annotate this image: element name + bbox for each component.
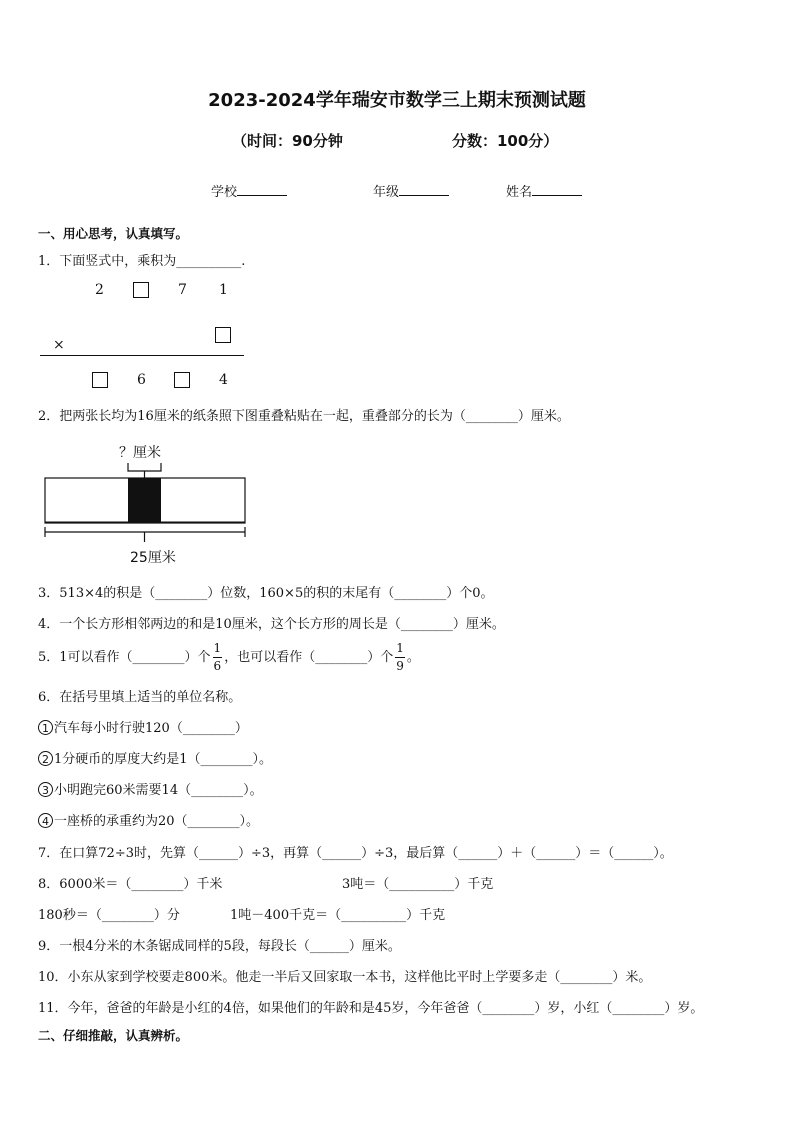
question-6-item <box>38 810 259 829</box>
times-sign: × <box>53 337 65 353</box>
question-6-item <box>38 717 248 736</box>
question-6-item-text: 小明跑完60米需要14（________）。 <box>54 783 263 798</box>
fraction-denominator: 6 <box>213 659 222 673</box>
question-5-part3: 。 <box>406 650 420 665</box>
question-1-text: 1．下面竖式中，乘积为 <box>38 254 177 269</box>
question-8c: 180秒＝（________）分 <box>38 908 180 923</box>
question-11: 11．今年，爸爸的年龄是小红的4倍，如果他们的年龄和是45岁，今年爸爸（________）岁，小红（________）岁。 <box>38 1001 704 1016</box>
fraction-numerator: 1 <box>395 640 405 658</box>
digit: 4 <box>219 372 228 388</box>
exam-score: 分数：100分） <box>452 132 559 150</box>
question-6-item-text: 1分硬币的厚度大约是1（________）。 <box>54 752 273 767</box>
page-title: 2023-2024学年瑞安市数学三上期末预测试题 <box>208 90 586 111</box>
section-2-heading: 二、仔细推敲，认真辨析。 <box>38 1028 189 1043</box>
grade-label: 年级 <box>373 185 400 200</box>
equals-line <box>40 355 244 356</box>
section-1-heading: 一、用心思考，认真填写。 <box>38 226 189 241</box>
digit-box <box>92 372 108 388</box>
question-5-part1: 5．1可以看作（________）个 <box>38 650 211 665</box>
overlap-label: ？厘米 <box>119 445 161 461</box>
name-field <box>506 181 582 200</box>
question-3: 3．513×4的积是（________）位数，160×5的积的末尾有（________）个0。 <box>38 586 494 601</box>
question-6-item-text: 一座桥的承重约为20（________）。 <box>54 814 260 829</box>
question-6-item <box>38 748 272 767</box>
digit: 2 <box>95 282 104 298</box>
circled-number: 2 <box>38 751 53 766</box>
question-1 <box>38 250 245 269</box>
question-1-blank: __________. <box>176 254 246 269</box>
digit: 6 <box>137 372 146 388</box>
grade-field <box>373 181 449 200</box>
question-2: 2．把两张长均为16厘米的纸条照下图重叠粘贴在一起，重叠部分的长为（________）厘米。 <box>38 409 570 424</box>
question-8a: 8．6000米＝（________）千米 <box>38 877 223 892</box>
digit: 1 <box>219 282 228 298</box>
digit-box <box>174 372 190 388</box>
school-label: 学校 <box>211 185 238 200</box>
question-8d: 1吨－400千克＝（__________）千克 <box>230 908 446 923</box>
school-blank <box>237 183 287 196</box>
circled-number: 4 <box>38 813 53 828</box>
name-blank <box>532 183 582 196</box>
fraction-denominator: 9 <box>396 659 404 673</box>
fraction-numerator: 1 <box>213 640 223 658</box>
question-9: 9．一根4分米的木条锯成同样的5段，每段长（______）厘米。 <box>38 939 401 954</box>
question-7: 7．在口算72÷3时，先算（______）÷3，再算（______）÷3，最后算（______）＋（______）＝（______）。 <box>38 846 673 861</box>
exam-time: （时间：90分钟 <box>232 132 343 150</box>
strip-drawing <box>40 458 252 548</box>
circled-number: 1 <box>38 720 53 735</box>
total-length-label: 25厘米 <box>130 550 176 566</box>
grade-blank <box>399 183 449 196</box>
question-6-item <box>38 779 263 798</box>
question-6-item-text: 汽车每小时行驶120（________） <box>54 721 248 736</box>
overlap-region <box>128 478 161 522</box>
question-4: 4．一个长方形相邻两边的和是10厘米，这个长方形的周长是（________）厘米。 <box>38 617 505 632</box>
overlap-bracket <box>128 463 161 471</box>
question-6: 6．在括号里填上适当的单位名称。 <box>38 690 242 705</box>
question-5-part2: ，也可以看作（________）个 <box>224 650 394 665</box>
school-field <box>211 181 287 200</box>
question-10: 10．小东从家到学校要走800米。他走一半后又回家取一本书，这样他比平时上学要多走（________）米。 <box>38 970 652 985</box>
question-8b: 3吨＝（__________）千克 <box>342 877 494 892</box>
question-5 <box>38 640 420 675</box>
digit: 7 <box>178 282 187 298</box>
fraction-one-sixth <box>213 640 223 675</box>
circled-number: 3 <box>38 782 53 797</box>
digit-box <box>215 327 231 343</box>
fraction-one-ninth <box>395 640 405 675</box>
digit-box <box>133 282 149 298</box>
name-label: 姓名 <box>506 185 533 200</box>
